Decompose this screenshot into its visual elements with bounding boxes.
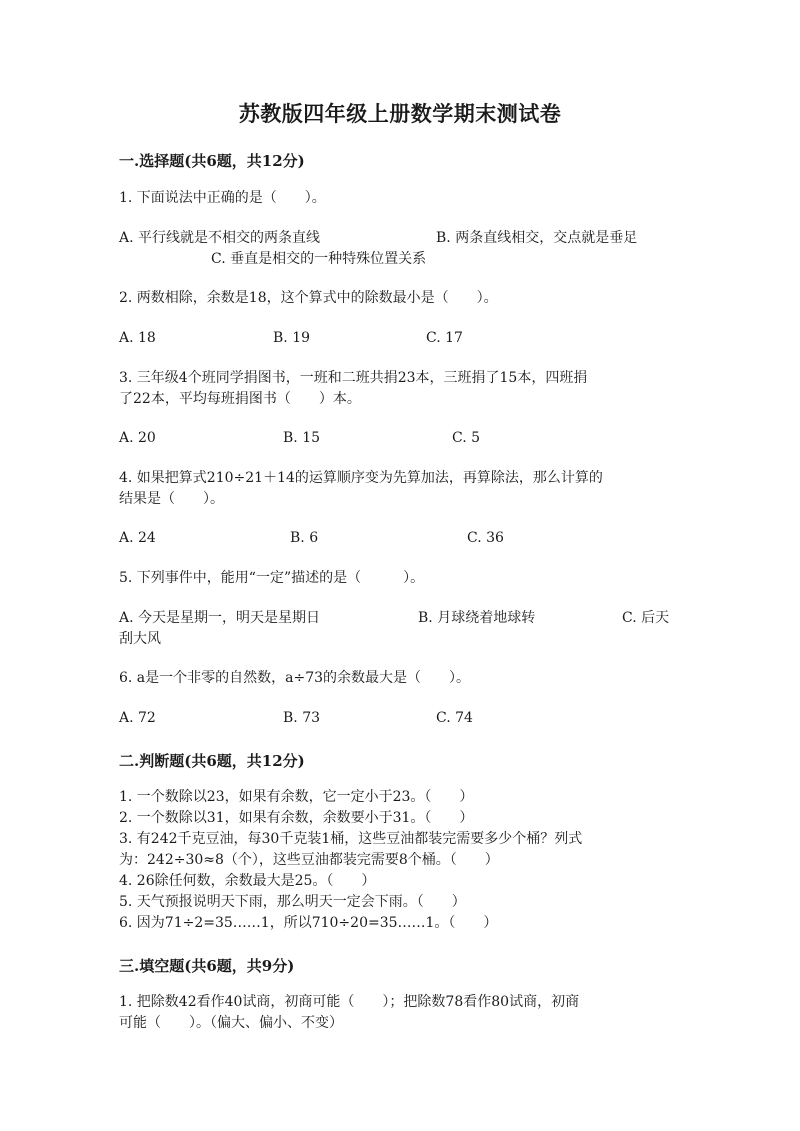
question-stem: 5. 下列事件中，能用“一定”描述的是（ ）。 [119,570,425,586]
option-c: C. 17 [426,330,463,346]
judgement-line: 3. 有242千克豆油，每30千克装1桶，这些豆油都装完需要多少个桶？列式 [119,831,583,847]
judgement-line: 4. 26除任何数，余数最大是25。（ ） [119,873,376,889]
option-b: B. 73 [283,710,321,726]
fill-in-line: 1. 把除数42看作40试商，初商可能（ ）；把除数78看作80试商，初商 [119,994,580,1010]
question-stem: 1. 下面说法中正确的是（ ）。 [119,190,326,206]
option-b: B. 6 [290,530,319,546]
option-c: C. 74 [436,710,473,726]
option-a: A. 平行线就是不相交的两条直线 [119,230,321,246]
option-c: C. 后天 [622,610,670,626]
judgement-line: 2. 一个数除以31，如果有余数，余数要小于31。（ ） [119,810,474,826]
question-stem: 2. 两数相除，余数是18，这个算式中的除数最小是（ ）。 [119,290,498,306]
option-a: A. 18 [119,330,156,346]
section-heading-fill-in: 三.填空题(共6题，共9分) [119,957,295,975]
section-heading-judgement: 二.判断题(共6题，共12分) [119,752,305,770]
option-b: B. 15 [283,430,321,446]
fill-in-line: 可能（ ）。（偏大、偏小、不变） [119,1015,343,1031]
question-stem: 3. 三年级4个班同学捐图书，一班和二班共捐23本，三班捐了15本，四班捐 [119,370,588,386]
option-a: A. 20 [119,430,156,446]
question-stem: 4. 如果把算式210÷21＋14的运算顺序变为先算加法，再算除法，那么计算的 [119,470,603,486]
option-b: B. 两条直线相交，交点就是垂足 [436,230,638,246]
option-b: B. 19 [273,330,311,346]
option-a: A. 24 [119,530,156,546]
option-c: C. 5 [452,430,481,446]
question-stem: 了22本，平均每班捐图书（ ）本。 [119,391,361,407]
exam-title: 苏教版四年级上册数学期末测试卷 [238,101,562,126]
question-stem: 6. a是一个非零的自然数，a÷73的余数最大是（ ）。 [119,670,471,686]
question-stem: 结果是（ ）。 [119,491,224,507]
option-c: C. 垂直是相交的一种特殊位置关系 [211,251,427,267]
option-b: B. 月球绕着地球转 [418,610,536,626]
option-c: C. 36 [467,530,504,546]
option-c-continued: 刮大风 [119,631,161,647]
option-a: A. 72 [119,710,156,726]
section-heading-choice: 一.选择题(共6题，共12分) [119,152,305,170]
judgement-line: 1. 一个数除以23，如果有余数，它一定小于23。（ ） [119,789,474,805]
judgement-line: 6. 因为71÷2=35……1，所以710÷20=35……1。（ ） [119,915,498,931]
judgement-line: 5. 天气预报说明天下雨，那么明天一定会下雨。（ ） [119,894,466,910]
option-a: A. 今天是星期一，明天是星期日 [119,610,321,626]
judgement-line: 为：242÷30≈8（个），这些豆油都装完需要8个桶。（ ） [119,852,499,868]
